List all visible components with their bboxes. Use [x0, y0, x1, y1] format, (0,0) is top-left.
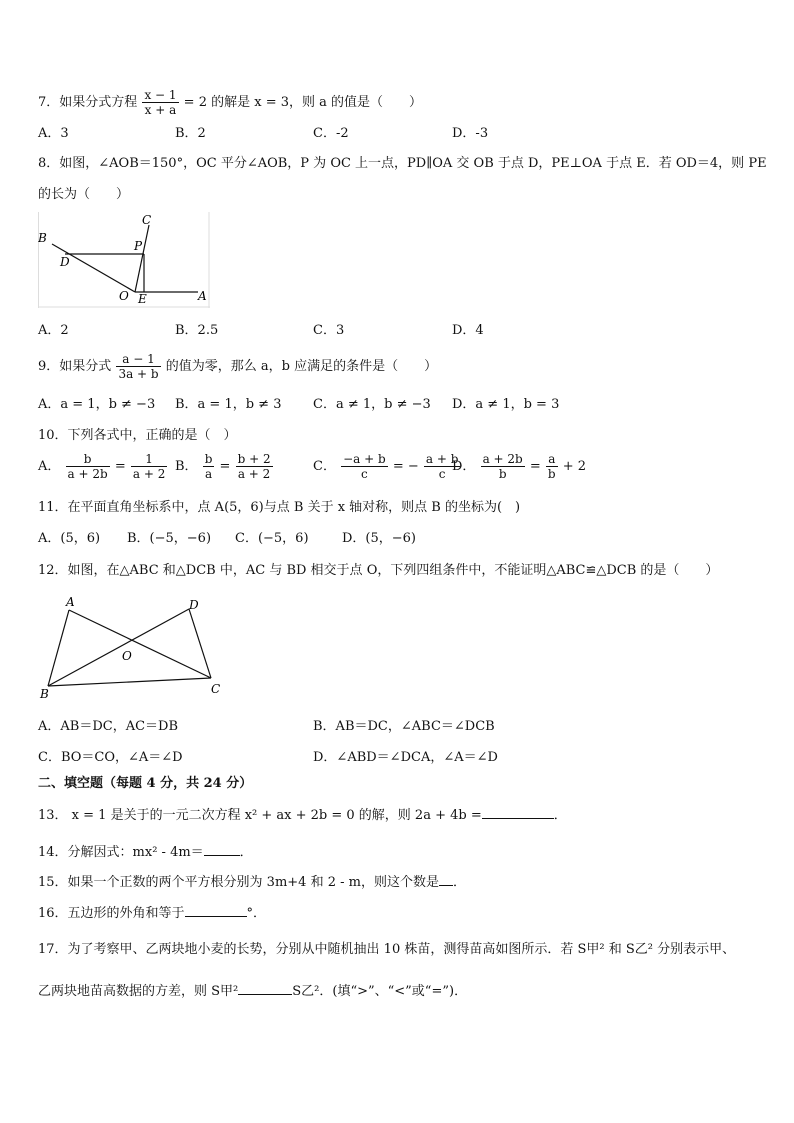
q10-a-frac-left — [66, 452, 110, 481]
q7-option-c[interactable]: C．-2 — [313, 126, 349, 141]
q12-option-b[interactable]: B．AB＝DC，∠ABC＝∠DCB — [313, 719, 495, 734]
q16-stem — [38, 904, 266, 923]
q10-a-n2: 1 — [131, 452, 167, 467]
q15-text-post: ． — [452, 875, 466, 890]
section-2-heading: 二、填空题（每题 4 分，共 24 分） — [38, 776, 253, 791]
q10-b-d1: a — [204, 467, 213, 481]
q10-d-eq: = — [529, 459, 541, 474]
q13-text-post: ． — [553, 808, 567, 823]
q12-option-a[interactable]: A．AB＝DC，AC＝DB — [38, 719, 179, 734]
q8-figure — [38, 212, 210, 308]
q16-text: 16．五边形的外角和等于 — [38, 906, 185, 921]
q8-option-a[interactable]: A．2 — [38, 323, 69, 338]
q10-option-c[interactable] — [313, 452, 461, 481]
q10-a-eq: = — [114, 459, 126, 474]
q8-label-e: E — [138, 292, 147, 306]
q7-text: 如果分式方程 — [59, 95, 138, 110]
q9-fraction — [116, 352, 160, 381]
q12-stem: 12．如图，在△ABC 和△DCB 中，AC 与 BD 相交于点 O，下列四组条件中，不能证明△ABC≌△DCB 的是（ ） — [38, 563, 719, 578]
q8-ray-oc — [135, 225, 149, 292]
q12-segment-ab — [48, 610, 69, 686]
q9-frac-den: 3a + b — [118, 367, 159, 381]
q8-option-c[interactable]: C．3 — [313, 323, 345, 338]
q13-answer-blank[interactable] — [482, 806, 554, 819]
q14-text-post: ． — [239, 845, 253, 860]
q16-answer-blank[interactable] — [185, 904, 247, 917]
q10-a-d1: a + 2b — [67, 467, 108, 481]
q14-stem — [38, 843, 253, 862]
q9-text-post: 的值为零，那么 a，b 应满足的条件是（ ） — [165, 359, 438, 374]
q10-b-frac-left — [203, 452, 215, 481]
q15-text: 15．如果一个正数的两个平方根分别为 3m+4 和 2 - m，则这个数是 — [38, 875, 439, 890]
q8-label-c: C — [142, 213, 152, 227]
q9-text: 如果分式 — [59, 359, 112, 374]
q13-stem — [38, 806, 567, 825]
q7-fraction — [142, 88, 178, 117]
q10-d-n1: a + 2b — [482, 452, 523, 466]
q9-option-d[interactable]: D．a ≠ 1，b = 3 — [452, 397, 560, 412]
q7-text-post: = 2 的解是 x = 3，则 a 的值是（ ） — [183, 95, 423, 110]
q12-segment-bc — [48, 678, 211, 686]
q10-d-tail: + 2 — [562, 459, 587, 474]
q10-a-label: A． — [38, 459, 61, 474]
q9-number: 9． — [38, 359, 60, 374]
q10-a-d2: a + 2 — [132, 467, 166, 481]
q10-d-n2: a — [546, 452, 558, 467]
q8-label-d: D — [60, 255, 70, 269]
q14-text: 14．分解因式：mx² - 4m＝ — [38, 845, 204, 860]
q8-label-a: A — [198, 289, 207, 303]
q8-label-o: O — [119, 289, 129, 303]
q17-stem-line1: 17．为了考察甲、乙两块地小麦的长势，分别从中随机抽出 10 株苗，测得苗高如图所示．若 S甲² 和 S乙² 分别表示甲、 — [38, 942, 736, 957]
q12-option-d[interactable]: D．∠ABD＝∠DCA，∠A＝∠D — [313, 750, 498, 765]
q12-label-c: C — [211, 682, 221, 696]
q17-text: 乙两块地苗高数据的方差，则 S甲² — [38, 984, 239, 999]
q10-a-n1: b — [66, 452, 110, 467]
q12-label-a: A — [66, 595, 75, 609]
q10-b-label: B． — [175, 459, 198, 474]
q10-b-eq: = — [219, 459, 231, 474]
q10-option-d[interactable] — [452, 452, 586, 481]
q12-segment-ac — [69, 610, 211, 678]
q11-stem: 11．在平面直角坐标系中，点 A(5，6)与点 B 关于 x 轴对称，则点 B 的坐标为( ) — [38, 500, 521, 515]
q8-stem-line2: 的长为（ ） — [38, 187, 130, 202]
q10-b-d2: a + 2 — [237, 467, 271, 481]
q7-stem — [38, 88, 422, 117]
q12-label-d: D — [189, 598, 199, 612]
q9-option-b[interactable]: B．a = 1，b ≠ 3 — [175, 397, 282, 412]
q10-c-eq: = − — [392, 459, 419, 474]
q8-stem-line1: 8．如图，∠AOB＝150°，OC 平分∠AOB，P 为 OC 上一点，PD∥OA 交 OB 于点 D，PE⊥OA 于点 E．若 OD＝4，则 PE — [38, 156, 767, 171]
q10-b-n2: b + 2 — [237, 452, 271, 466]
q7-option-a[interactable]: A．3 — [38, 126, 69, 141]
q10-c-n2: a + b — [425, 452, 459, 466]
q17-answer-blank[interactable] — [238, 982, 292, 995]
q10-b-frac-right — [236, 452, 273, 481]
q7-frac-den: x + a — [144, 103, 177, 117]
q9-stem — [38, 352, 437, 381]
q11-option-b[interactable]: B．(−5，−6) — [127, 531, 212, 546]
q10-a-frac-right — [131, 452, 167, 481]
q17-text-post: S乙²．(填“>”、“<”或“=”)． — [292, 984, 468, 999]
q12-label-o: O — [122, 649, 132, 663]
q9-frac-num: a − 1 — [116, 352, 160, 367]
q10-option-a[interactable] — [38, 452, 168, 481]
q10-c-d2: c — [438, 467, 446, 481]
q12-segment-cd — [189, 609, 211, 678]
q15-answer-blank[interactable] — [439, 873, 453, 886]
q12-label-b: B — [40, 687, 49, 700]
q10-d-d1: b — [498, 467, 507, 481]
q8-label-b: B — [38, 231, 47, 245]
q10-b-n1: b — [204, 452, 213, 466]
q10-d-frac-left — [481, 452, 525, 481]
q8-option-d[interactable]: D．4 — [452, 323, 484, 338]
q15-stem — [38, 873, 466, 892]
q10-c-frac-left — [341, 452, 388, 481]
q10-option-b[interactable] — [175, 452, 274, 481]
q7-frac-num: x − 1 — [144, 88, 177, 102]
q16-text-post: °． — [246, 906, 267, 921]
q13-text: 13． x = 1 是关于的一元二次方程 x² + ax + 2b = 0 的解，则 2a + 4b = — [38, 808, 482, 823]
q9-option-c[interactable]: C．a ≠ 1，b ≠ −3 — [313, 397, 431, 412]
q10-d-frac-right — [546, 452, 558, 481]
q9-option-a[interactable]: A．a = 1，b ≠ −3 — [38, 397, 156, 412]
q12-segment-bd — [48, 609, 189, 686]
q8-option-b[interactable]: B．2.5 — [175, 323, 219, 338]
q7-option-b[interactable]: B．2 — [175, 126, 206, 141]
q8-label-p: P — [134, 239, 143, 253]
q11-option-d[interactable]: D．(5，−6) — [342, 531, 417, 546]
q7-option-d[interactable]: D．-3 — [452, 126, 489, 141]
q10-c-label: C． — [313, 459, 336, 474]
q10-c-n1: −a + b — [343, 452, 386, 466]
q11-option-c[interactable]: C．(−5，6) — [235, 531, 309, 546]
q10-d-d2: b — [547, 467, 556, 481]
q7-number: 7． — [38, 95, 60, 110]
q10-d-label: D． — [452, 459, 476, 474]
q14-answer-blank[interactable] — [204, 843, 240, 856]
q12-option-c[interactable]: C．BO＝CO，∠A＝∠D — [38, 750, 183, 765]
q10-stem: 10．下列各式中，正确的是（ ） — [38, 428, 237, 443]
q10-c-d1: c — [361, 467, 368, 481]
q12-figure — [38, 592, 228, 700]
q17-stem-line2 — [38, 982, 467, 1001]
q11-option-a[interactable]: A．(5，6) — [38, 531, 101, 546]
